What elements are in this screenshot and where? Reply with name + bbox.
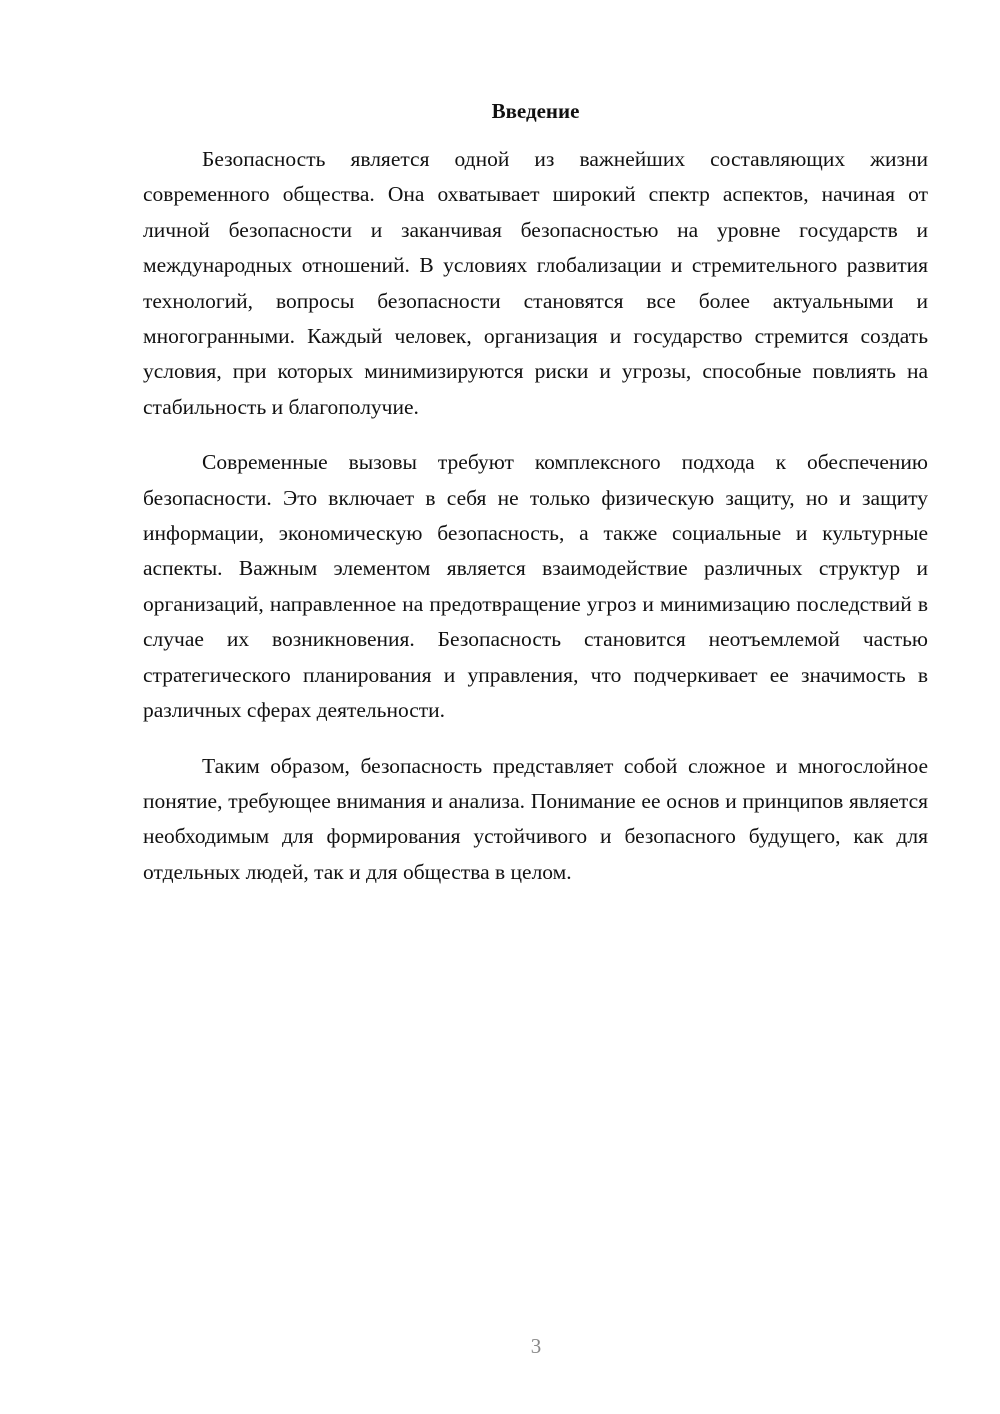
- body-text: [143, 142, 928, 910]
- paragraph-2: Современные вызовы требуют комплексного подхода к обеспечению безопасности. Это включает в себя не только физическую защиту, но и защиту информации, экономическую безопасность, а также социальные и культурные аспекты. Важным элементом является взаимодействие различных структур и организаций, направленное на предотвращение угроз и минимизацию последствий в случае их возникновения. Безопасность становится неотъемлемой частью стратегического планирования и управления, что подчеркивает ее значимость в различных сферах деятельности.: [143, 450, 928, 723]
- paragraph-1: Безопасность является одной из важнейших составляющих жизни современного общества. Она охватывает широкий спектр аспектов, начиная от личной безопасности и заканчивая безопасностью на уровне государств и международных отношений. В условиях глобализации и стремительного развития технологий, вопросы безопасности становятся все более актуальными и многогранными. Каждый человек, организация и государство стремится создать условия, при которых минимизируются риски и угрозы, способные повлиять на стабильность и благополучие.: [143, 147, 928, 419]
- paragraph-3: Таким образом, безопасность представляет собой сложное и многослойное понятие, требующее внимания и анализа. Понимание ее основ и принципов является необходимым для формирования устойчивого и безопасного будущего, как для отдельных людей, так и для общества в целом.: [143, 753, 928, 884]
- section-heading: Введение: [491, 99, 580, 123]
- page-number: 3: [530, 1334, 542, 1358]
